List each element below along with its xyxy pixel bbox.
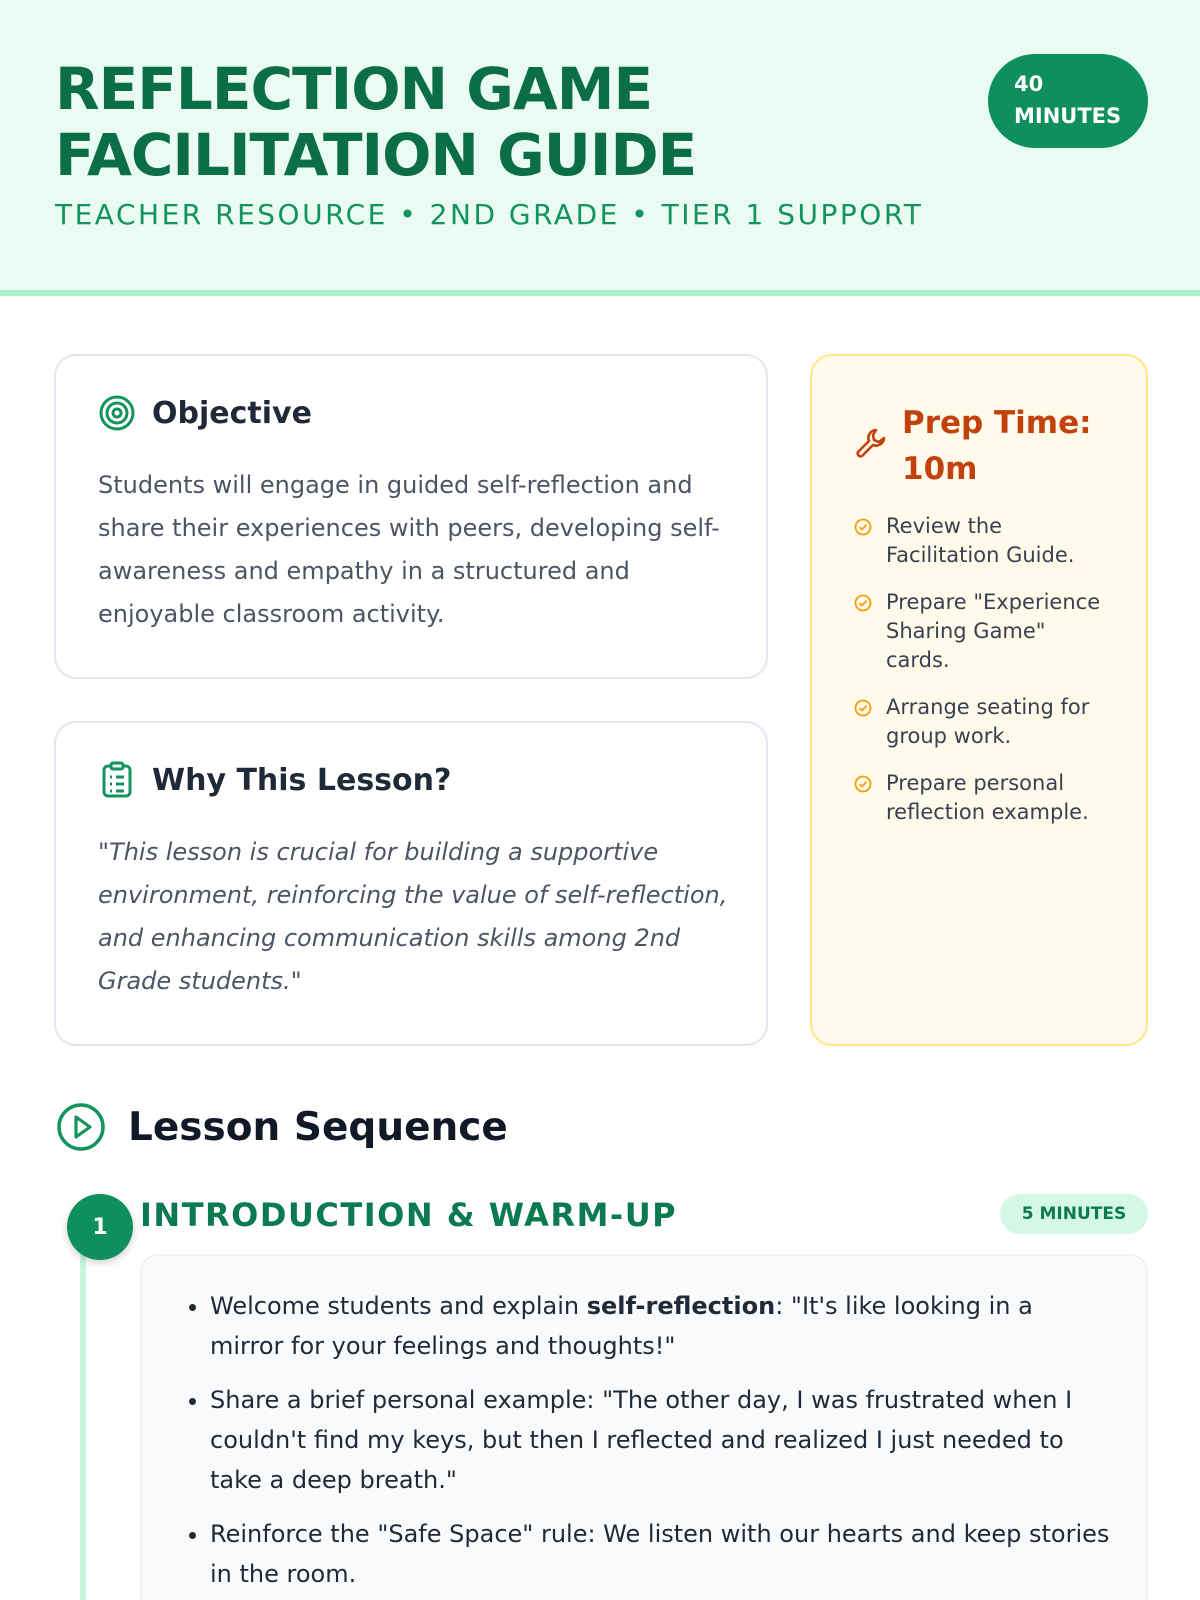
page-title: REFLECTION GAME FACILITATION GUIDE — [55, 55, 697, 189]
duration-unit: MINUTES — [1014, 104, 1122, 128]
check-circle-icon — [854, 775, 872, 793]
step-bullet — [210, 1514, 1110, 1594]
bullet-text: Reinforce the "Safe Space" rule: We listen with our hearts and keep stories in the room. — [210, 1520, 1110, 1588]
check-circle-icon — [854, 699, 872, 717]
bullet-text: Share a brief personal example: "The other day, I was frustrated when I couldn't find my keys, but then I reflected and realized I just needed to take a deep breath." — [210, 1386, 1073, 1494]
step-content-box — [140, 1254, 1148, 1600]
why-header — [98, 761, 451, 799]
step-bullet — [210, 1286, 1110, 1366]
prep-item-label: Prepare "Experience Sharing Game" cards. — [886, 590, 1101, 672]
prep-item-label: Review the Facilitation Guide. — [886, 514, 1075, 567]
target-icon — [98, 394, 136, 432]
prep-card — [810, 354, 1148, 1046]
page-subtitle: TEACHER RESOURCE • 2ND GRADE • TIER 1 SUPPORT — [55, 198, 924, 231]
objective-header — [98, 394, 312, 432]
objective-heading: Objective — [152, 395, 312, 431]
bullet-text-after: : "It's like looking in a mirror for your feelings and thoughts!" — [210, 1292, 1033, 1360]
check-circle-icon — [854, 518, 872, 536]
step-duration-badge: 5 MINUTES — [1000, 1194, 1148, 1234]
wrench-icon — [854, 426, 888, 460]
why-text: "This lesson is crucial for building a supportive environment, reinforcing the value of self-reflection, and enhancing communication skills among 2nd Grade students." — [98, 838, 728, 995]
prep-item-label: Prepare personal reflection example. — [886, 771, 1089, 824]
bullet-text: Welcome students and explain — [210, 1292, 587, 1320]
check-circle-icon — [854, 594, 872, 612]
prep-checklist — [854, 512, 1114, 845]
prep-item — [854, 693, 1114, 751]
lesson-sequence-heading: Lesson Sequence — [128, 1104, 508, 1150]
bullet-bold-term: self-reflection — [586, 1292, 776, 1320]
prep-heading: Prep Time: 10m — [902, 405, 1092, 487]
play-circle-icon — [56, 1102, 106, 1152]
prep-item — [854, 512, 1114, 570]
prep-header — [854, 400, 1102, 492]
prep-item — [854, 769, 1114, 827]
objective-text: Students will engage in guided self-reflection and share their experiences with peers, developing self-awareness and empathy in a structured and enjoyable classroom activity. — [98, 471, 720, 628]
why-card — [54, 721, 768, 1046]
timeline-line — [80, 1232, 86, 1600]
step-title: INTRODUCTION & WARM-UP — [140, 1196, 678, 1234]
step-bullet — [210, 1380, 1110, 1500]
lesson-sequence-header — [56, 1102, 508, 1152]
step-number-badge: 1 — [67, 1194, 133, 1260]
step-bullet-list — [210, 1286, 1110, 1600]
why-heading: Why This Lesson? — [152, 762, 452, 798]
clipboard-icon — [98, 761, 136, 799]
duration-badge — [988, 54, 1148, 148]
prep-item-label: Arrange seating for group work. — [886, 695, 1090, 748]
header-banner — [0, 0, 1200, 296]
objective-card — [54, 354, 768, 679]
duration-number: 40 — [1014, 72, 1044, 96]
prep-item — [854, 588, 1114, 675]
